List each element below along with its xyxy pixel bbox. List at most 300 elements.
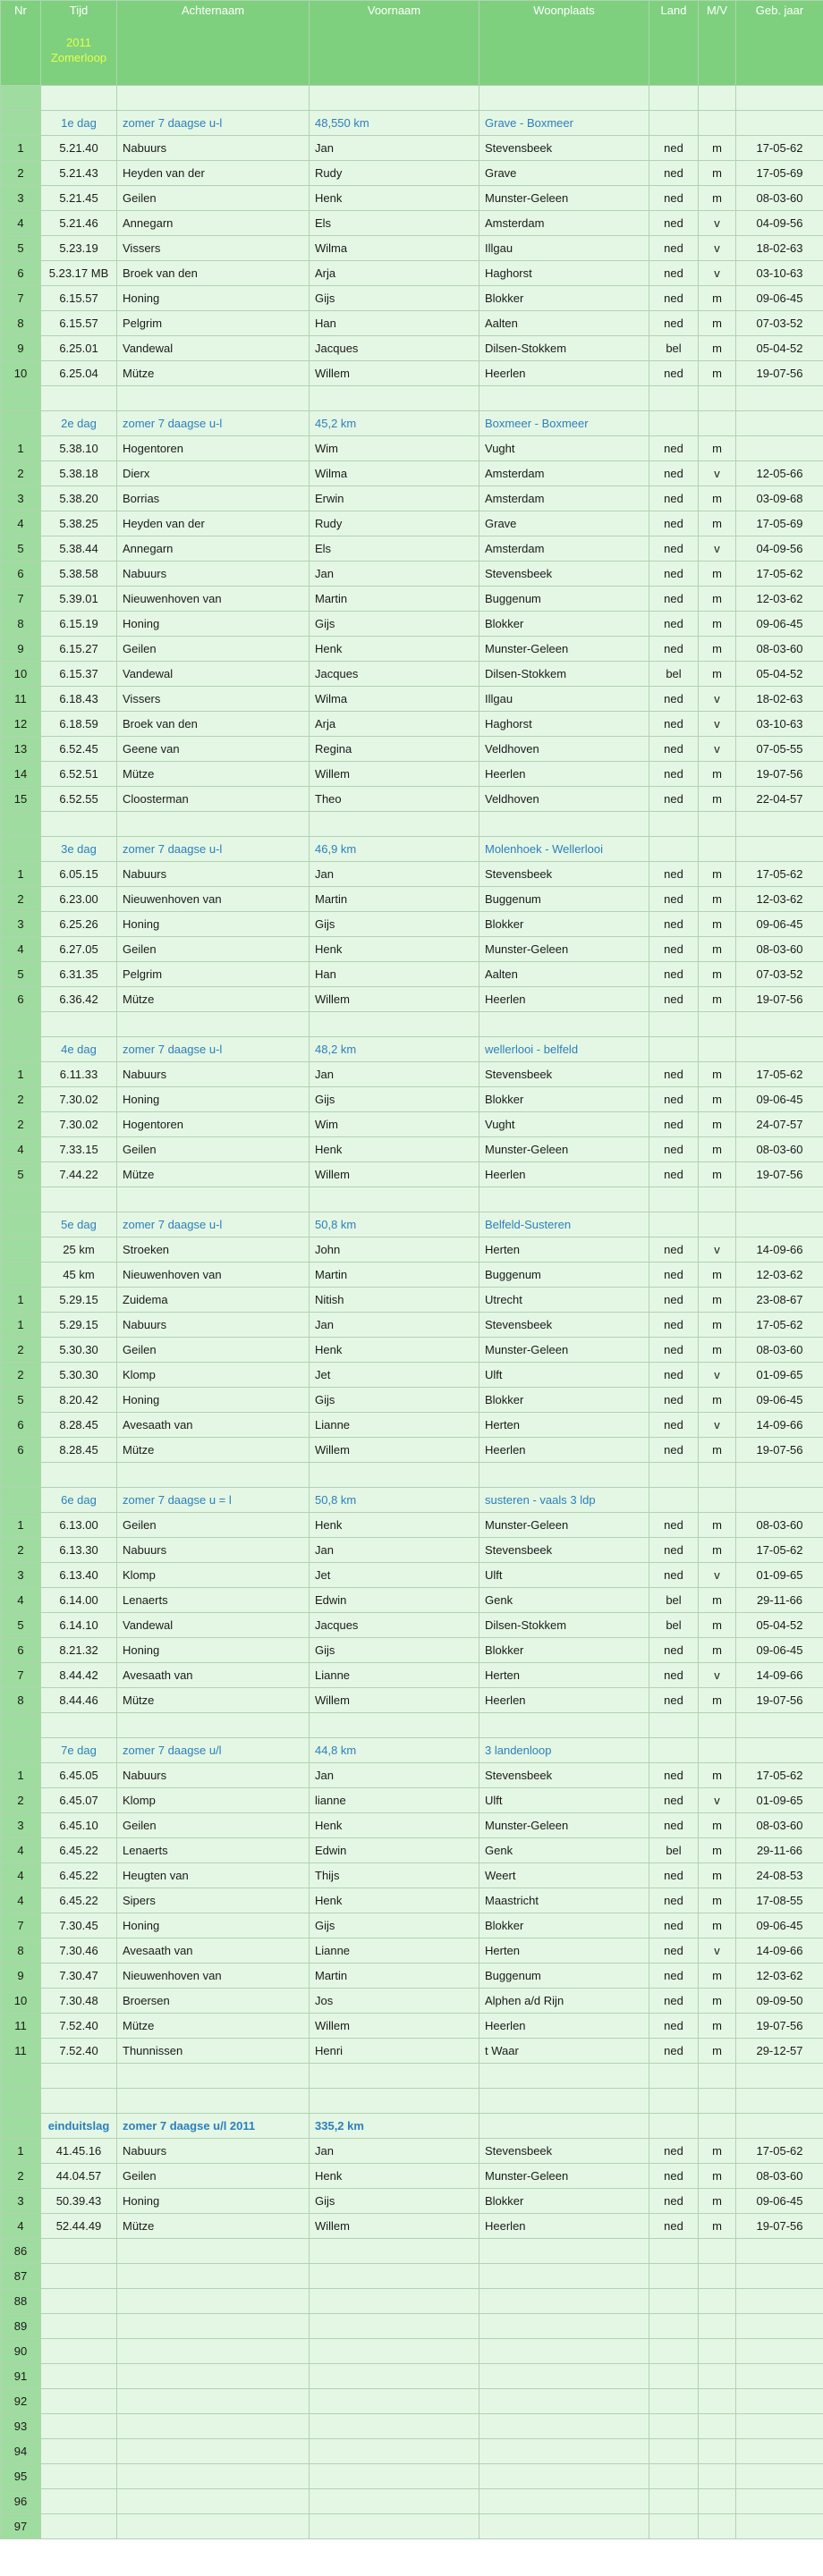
cell-land: ned xyxy=(649,1888,699,1913)
cell-tijd: 6.18.43 xyxy=(41,687,117,712)
cell-nr: 9 xyxy=(1,637,41,662)
cell-geb xyxy=(736,812,823,837)
cell-woonplaats: Veldhoven xyxy=(479,787,649,812)
cell-achternaam: Nieuwenhoven van xyxy=(117,887,310,912)
cell-geb xyxy=(736,2339,823,2364)
cell-mv xyxy=(699,411,736,436)
table-row xyxy=(1,1863,823,1888)
cell-land: ned xyxy=(649,2014,699,2039)
cell-woonplaats: t Waar xyxy=(479,2039,649,2064)
cell-achternaam xyxy=(117,812,310,837)
cell-nr xyxy=(1,111,41,136)
table-row xyxy=(1,436,823,461)
cell-geb: 12-05-66 xyxy=(736,461,823,486)
table-row xyxy=(1,1438,823,1463)
spacer-row xyxy=(1,2089,823,2114)
cell-achternaam xyxy=(117,2314,310,2339)
cell-woonplaats: Haghorst xyxy=(479,261,649,286)
cell-achternaam: Heyden van der xyxy=(117,511,310,536)
cell-achternaam: Nabuurs xyxy=(117,1763,310,1788)
table-row xyxy=(1,336,823,361)
cell-voornaam: Henk xyxy=(310,186,479,211)
cell-nr: 7 xyxy=(1,1913,41,1938)
cell-mv xyxy=(699,2364,736,2389)
cell-voornaam: Henk xyxy=(310,2164,479,2189)
cell-geb: 12-03-62 xyxy=(736,1964,823,1989)
cell-voornaam: 50,8 km xyxy=(310,1488,479,1513)
cell-tijd: 6.31.35 xyxy=(41,962,117,987)
cell-woonplaats: Buggenum xyxy=(479,1964,649,1989)
cell-voornaam xyxy=(310,2389,479,2414)
cell-voornaam xyxy=(310,2239,479,2264)
cell-land: bel xyxy=(649,662,699,687)
cell-achternaam: Geene van xyxy=(117,737,310,762)
cell-land xyxy=(649,1463,699,1488)
cell-nr xyxy=(1,1012,41,1037)
table-row xyxy=(1,511,823,536)
cell-tijd: 5.21.40 xyxy=(41,136,117,161)
cell-tijd xyxy=(41,2314,117,2339)
cell-woonplaats: Ulft xyxy=(479,1363,649,1388)
cell-woonplaats: Ulft xyxy=(479,1788,649,1813)
cell-mv xyxy=(699,2114,736,2139)
cell-geb xyxy=(736,2114,823,2139)
cell-voornaam: Jet xyxy=(310,1563,479,1588)
cell-achternaam: Honing xyxy=(117,912,310,937)
cell-voornaam: Arja xyxy=(310,261,479,286)
cell-woonplaats: Ulft xyxy=(479,1563,649,1588)
cell-achternaam: Honing xyxy=(117,286,310,311)
cell-geb: 08-03-60 xyxy=(736,1513,823,1538)
cell-achternaam: Geilen xyxy=(117,1813,310,1838)
cell-nr xyxy=(1,1037,41,1062)
cell-mv xyxy=(699,1713,736,1738)
cell-woonplaats xyxy=(479,2089,649,2114)
cell-geb: 22-04-57 xyxy=(736,787,823,812)
cell-achternaam: Geilen xyxy=(117,2164,310,2189)
cell-woonplaats: Herten xyxy=(479,1663,649,1688)
cell-land: ned xyxy=(649,862,699,887)
cell-geb: 23-08-67 xyxy=(736,1288,823,1313)
cell-voornaam xyxy=(310,2289,479,2314)
cell-voornaam: Arja xyxy=(310,712,479,737)
cell-woonplaats: wellerlooi - belfeld xyxy=(479,1037,649,1062)
cell-land: ned xyxy=(649,1237,699,1263)
cell-geb: 19-07-56 xyxy=(736,2014,823,2039)
cell-voornaam xyxy=(310,1713,479,1738)
cell-tijd: 6.11.33 xyxy=(41,1062,117,1087)
cell-land: ned xyxy=(649,361,699,386)
cell-land: ned xyxy=(649,987,699,1012)
cell-geb: 05-04-52 xyxy=(736,336,823,361)
cell-woonplaats: Stevensbeek xyxy=(479,2139,649,2164)
cell-geb: 09-06-45 xyxy=(736,912,823,937)
cell-achternaam: Nabuurs xyxy=(117,1538,310,1563)
cell-mv: m xyxy=(699,136,736,161)
cell-land: ned xyxy=(649,1137,699,1162)
cell-voornaam: Gijs xyxy=(310,1087,479,1112)
cell-tijd: 5.38.10 xyxy=(41,436,117,461)
cell-nr: 6 xyxy=(1,1438,41,1463)
table-row xyxy=(1,762,823,787)
cell-geb: 12-03-62 xyxy=(736,1263,823,1288)
cell-voornaam xyxy=(310,812,479,837)
cell-geb: 14-09-66 xyxy=(736,1938,823,1964)
cell-nr xyxy=(1,386,41,411)
cell-achternaam: Nabuurs xyxy=(117,2139,310,2164)
cell-achternaam: Avesaath van xyxy=(117,1413,310,1438)
cell-tijd: 5.23.19 xyxy=(41,236,117,261)
header-row xyxy=(1,1,823,86)
cell-voornaam: Jet xyxy=(310,1363,479,1388)
cell-tijd: 5.23.17 MB xyxy=(41,261,117,286)
table-row xyxy=(1,236,823,261)
cell-mv: v xyxy=(699,461,736,486)
cell-achternaam: Nabuurs xyxy=(117,136,310,161)
cell-geb: 12-03-62 xyxy=(736,887,823,912)
cell-woonplaats: Heerlen xyxy=(479,1438,649,1463)
cell-woonplaats: Munster-Geleen xyxy=(479,186,649,211)
cell-mv: m xyxy=(699,2164,736,2189)
cell-geb: 03-10-63 xyxy=(736,712,823,737)
cell-nr: 1 xyxy=(1,1513,41,1538)
cell-land xyxy=(649,2389,699,2414)
cell-geb xyxy=(736,386,823,411)
cell-woonplaats: Heerlen xyxy=(479,2214,649,2239)
cell-nr: 7 xyxy=(1,1663,41,1688)
cell-achternaam: Mütze xyxy=(117,1688,310,1713)
cell-geb xyxy=(736,2414,823,2439)
cell-land xyxy=(649,1012,699,1037)
empty-numbered-row xyxy=(1,2239,823,2264)
cell-achternaam: zomer 7 daagse u-l xyxy=(117,111,310,136)
cell-mv: m xyxy=(699,862,736,887)
cell-nr: 1 xyxy=(1,136,41,161)
table-row xyxy=(1,161,823,186)
cell-mv xyxy=(699,2514,736,2539)
cell-voornaam: Jacques xyxy=(310,1613,479,1638)
cell-achternaam xyxy=(117,2089,310,2114)
cell-mv xyxy=(699,812,736,837)
cell-nr xyxy=(1,837,41,862)
table-row xyxy=(1,1563,823,1588)
cell-geb: 29-11-66 xyxy=(736,1588,823,1613)
cell-achternaam: Broek van den xyxy=(117,712,310,737)
cell-voornaam: Martin xyxy=(310,1964,479,1989)
cell-geb xyxy=(736,1037,823,1062)
cell-woonplaats: Amsterdam xyxy=(479,536,649,562)
cell-voornaam: Gijs xyxy=(310,912,479,937)
cell-tijd: 6.13.40 xyxy=(41,1563,117,1588)
cell-geb xyxy=(736,1463,823,1488)
cell-tijd: 6.23.00 xyxy=(41,887,117,912)
cell-achternaam xyxy=(117,2364,310,2389)
cell-mv xyxy=(699,111,736,136)
cell-mv: m xyxy=(699,1288,736,1313)
cell-nr: 3 xyxy=(1,186,41,211)
cell-achternaam: Dierx xyxy=(117,461,310,486)
cell-mv: m xyxy=(699,662,736,687)
cell-woonplaats xyxy=(479,2489,649,2514)
cell-nr: 8 xyxy=(1,1688,41,1713)
table-row xyxy=(1,1288,823,1313)
cell-woonplaats: Illgau xyxy=(479,236,649,261)
col-header-achternaam: Achternaam xyxy=(117,1,310,86)
cell-voornaam: Lianne xyxy=(310,1413,479,1438)
cell-woonplaats xyxy=(479,2464,649,2489)
cell-geb: 17-05-62 xyxy=(736,562,823,587)
cell-tijd: 2e dag xyxy=(41,411,117,436)
cell-woonplaats: Heerlen xyxy=(479,361,649,386)
cell-nr: 2 xyxy=(1,1538,41,1563)
cell-mv: v xyxy=(699,1237,736,1263)
cell-nr: 91 xyxy=(1,2364,41,2389)
cell-achternaam xyxy=(117,2439,310,2464)
cell-nr: 97 xyxy=(1,2514,41,2539)
cell-geb xyxy=(736,2089,823,2114)
cell-tijd: 5.38.25 xyxy=(41,511,117,536)
cell-mv xyxy=(699,2289,736,2314)
cell-woonplaats xyxy=(479,2264,649,2289)
cell-achternaam: Broek van den xyxy=(117,261,310,286)
cell-voornaam: Martin xyxy=(310,587,479,612)
cell-tijd: 8.20.42 xyxy=(41,1388,117,1413)
cell-woonplaats: Alphen a/d Rijn xyxy=(479,1989,649,2014)
cell-tijd: 8.44.42 xyxy=(41,1663,117,1688)
cell-land: ned xyxy=(649,211,699,236)
cell-nr: 1 xyxy=(1,1763,41,1788)
cell-land: ned xyxy=(649,1538,699,1563)
cell-land: ned xyxy=(649,2039,699,2064)
cell-mv: m xyxy=(699,637,736,662)
cell-woonplaats: Stevensbeek xyxy=(479,562,649,587)
cell-tijd xyxy=(41,386,117,411)
cell-geb xyxy=(736,436,823,461)
cell-achternaam xyxy=(117,2489,310,2514)
cell-voornaam: Thijs xyxy=(310,1863,479,1888)
table-row xyxy=(1,486,823,511)
cell-nr: 3 xyxy=(1,486,41,511)
cell-voornaam: Jacques xyxy=(310,662,479,687)
cell-achternaam: Hogentoren xyxy=(117,1112,310,1137)
cell-geb xyxy=(736,2514,823,2539)
cell-nr: 14 xyxy=(1,762,41,787)
cell-tijd: 8.28.45 xyxy=(41,1438,117,1463)
cell-voornaam xyxy=(310,2439,479,2464)
cell-mv: v xyxy=(699,1563,736,1588)
table-row xyxy=(1,2189,823,2214)
cell-nr: 4 xyxy=(1,1888,41,1913)
cell-geb: 24-07-57 xyxy=(736,1112,823,1137)
cell-achternaam: Nieuwenhoven van xyxy=(117,1964,310,1989)
cell-woonplaats: Buggenum xyxy=(479,887,649,912)
cell-woonplaats xyxy=(479,2389,649,2414)
cell-woonplaats: Stevensbeek xyxy=(479,862,649,887)
cell-mv xyxy=(699,1012,736,1037)
cell-achternaam: Vandewal xyxy=(117,1613,310,1638)
cell-tijd: 4e dag xyxy=(41,1037,117,1062)
cell-geb: 09-09-50 xyxy=(736,1989,823,2014)
cell-mv: m xyxy=(699,1338,736,1363)
cell-land xyxy=(649,2289,699,2314)
cell-voornaam: Henk xyxy=(310,1137,479,1162)
cell-woonplaats: Munster-Geleen xyxy=(479,1513,649,1538)
cell-voornaam: Jan xyxy=(310,1313,479,1338)
cell-nr: 11 xyxy=(1,687,41,712)
cell-land: ned xyxy=(649,887,699,912)
cell-mv: v xyxy=(699,1788,736,1813)
cell-land xyxy=(649,2239,699,2264)
cell-woonplaats xyxy=(479,2064,649,2089)
cell-mv xyxy=(699,2264,736,2289)
cell-mv xyxy=(699,1187,736,1212)
cell-achternaam xyxy=(117,2514,310,2539)
cell-geb: 14-09-66 xyxy=(736,1237,823,1263)
cell-nr: 2 xyxy=(1,1338,41,1363)
cell-tijd xyxy=(41,2514,117,2539)
cell-mv xyxy=(699,386,736,411)
table-row xyxy=(1,687,823,712)
cell-achternaam: Klomp xyxy=(117,1563,310,1588)
table-row xyxy=(1,1964,823,1989)
cell-mv: v xyxy=(699,1413,736,1438)
cell-geb: 18-02-63 xyxy=(736,687,823,712)
cell-tijd xyxy=(41,2264,117,2289)
cell-mv xyxy=(699,86,736,111)
cell-tijd xyxy=(41,2489,117,2514)
table-row xyxy=(1,1588,823,1613)
cell-woonplaats: Buggenum xyxy=(479,1263,649,1288)
cell-voornaam: Jan xyxy=(310,136,479,161)
cell-nr: 2 xyxy=(1,1087,41,1112)
cell-voornaam: 44,8 km xyxy=(310,1738,479,1763)
cell-achternaam xyxy=(117,2239,310,2264)
cell-land: ned xyxy=(649,1112,699,1137)
cell-woonplaats: Grave xyxy=(479,511,649,536)
cell-mv xyxy=(699,837,736,862)
cell-woonplaats: Genk xyxy=(479,1588,649,1613)
cell-achternaam xyxy=(117,2289,310,2314)
table-row xyxy=(1,2014,823,2039)
cell-tijd: 8.21.32 xyxy=(41,1638,117,1663)
cell-woonplaats: Blokker xyxy=(479,612,649,637)
cell-mv: m xyxy=(699,562,736,587)
cell-achternaam xyxy=(117,2064,310,2089)
cell-voornaam: 48,550 km xyxy=(310,111,479,136)
empty-numbered-row xyxy=(1,2414,823,2439)
cell-nr xyxy=(1,1263,41,1288)
cell-voornaam: Henk xyxy=(310,1813,479,1838)
cell-nr xyxy=(1,812,41,837)
table-row xyxy=(1,1112,823,1137)
cell-woonplaats: Amsterdam xyxy=(479,486,649,511)
header-year: 2011 xyxy=(66,36,91,49)
table-row xyxy=(1,1938,823,1964)
cell-geb: 08-03-60 xyxy=(736,1137,823,1162)
cell-land: ned xyxy=(649,436,699,461)
cell-land xyxy=(649,2089,699,2114)
empty-numbered-row xyxy=(1,2264,823,2289)
cell-geb: 18-02-63 xyxy=(736,236,823,261)
cell-land: ned xyxy=(649,536,699,562)
cell-land: ned xyxy=(649,1313,699,1338)
cell-achternaam: Sipers xyxy=(117,1888,310,1913)
cell-geb: 17-05-62 xyxy=(736,862,823,887)
cell-geb xyxy=(736,2464,823,2489)
section-header-row xyxy=(1,1738,823,1763)
cell-land: ned xyxy=(649,1263,699,1288)
cell-mv: m xyxy=(699,787,736,812)
cell-nr xyxy=(1,1713,41,1738)
cell-tijd: 5.30.30 xyxy=(41,1338,117,1363)
cell-tijd: 6.25.01 xyxy=(41,336,117,361)
empty-numbered-row xyxy=(1,2289,823,2314)
cell-voornaam: Wilma xyxy=(310,687,479,712)
cell-nr: 96 xyxy=(1,2489,41,2514)
cell-nr: 6 xyxy=(1,987,41,1012)
cell-voornaam: Henri xyxy=(310,2039,479,2064)
cell-achternaam: Geilen xyxy=(117,1137,310,1162)
spacer-row xyxy=(1,86,823,111)
cell-mv: m xyxy=(699,1388,736,1413)
cell-nr xyxy=(1,86,41,111)
cell-woonplaats xyxy=(479,2339,649,2364)
cell-voornaam: Henk xyxy=(310,937,479,962)
cell-mv xyxy=(699,1738,736,1763)
cell-land: ned xyxy=(649,511,699,536)
cell-tijd: 6.15.19 xyxy=(41,612,117,637)
cell-voornaam xyxy=(310,2364,479,2389)
cell-land: bel xyxy=(649,1588,699,1613)
cell-geb: 08-03-60 xyxy=(736,1338,823,1363)
spacer-row xyxy=(1,1463,823,1488)
cell-tijd: 7.30.48 xyxy=(41,1989,117,2014)
cell-nr xyxy=(1,2114,41,2139)
cell-voornaam: Jan xyxy=(310,1062,479,1087)
cell-woonplaats: Amsterdam xyxy=(479,461,649,486)
cell-geb: 08-03-60 xyxy=(736,2164,823,2189)
table-row xyxy=(1,1788,823,1813)
cell-mv: m xyxy=(699,937,736,962)
cell-tijd: 6.18.59 xyxy=(41,712,117,737)
cell-achternaam: zomer 7 daagse u/l xyxy=(117,1738,310,1763)
cell-tijd: 6.13.30 xyxy=(41,1538,117,1563)
cell-voornaam: Willem xyxy=(310,361,479,386)
cell-geb xyxy=(736,1738,823,1763)
cell-woonplaats: Belfeld-Susteren xyxy=(479,1212,649,1237)
cell-nr: 1 xyxy=(1,1313,41,1338)
cell-geb: 17-05-62 xyxy=(736,1538,823,1563)
cell-woonplaats: Heerlen xyxy=(479,987,649,1012)
table-row xyxy=(1,987,823,1012)
cell-land xyxy=(649,2064,699,2089)
table-row xyxy=(1,1613,823,1638)
cell-geb: 09-06-45 xyxy=(736,1087,823,1112)
cell-tijd: 6.52.55 xyxy=(41,787,117,812)
cell-tijd: 6.45.07 xyxy=(41,1788,117,1813)
cell-land xyxy=(649,386,699,411)
cell-nr: 1 xyxy=(1,436,41,461)
cell-voornaam: Wim xyxy=(310,436,479,461)
cell-nr: 8 xyxy=(1,311,41,336)
section-header-row xyxy=(1,111,823,136)
cell-achternaam xyxy=(117,2464,310,2489)
cell-achternaam: Lenaerts xyxy=(117,1838,310,1863)
cell-tijd: 5.21.46 xyxy=(41,211,117,236)
cell-woonplaats xyxy=(479,86,649,111)
table-row xyxy=(1,637,823,662)
table-row xyxy=(1,2139,823,2164)
